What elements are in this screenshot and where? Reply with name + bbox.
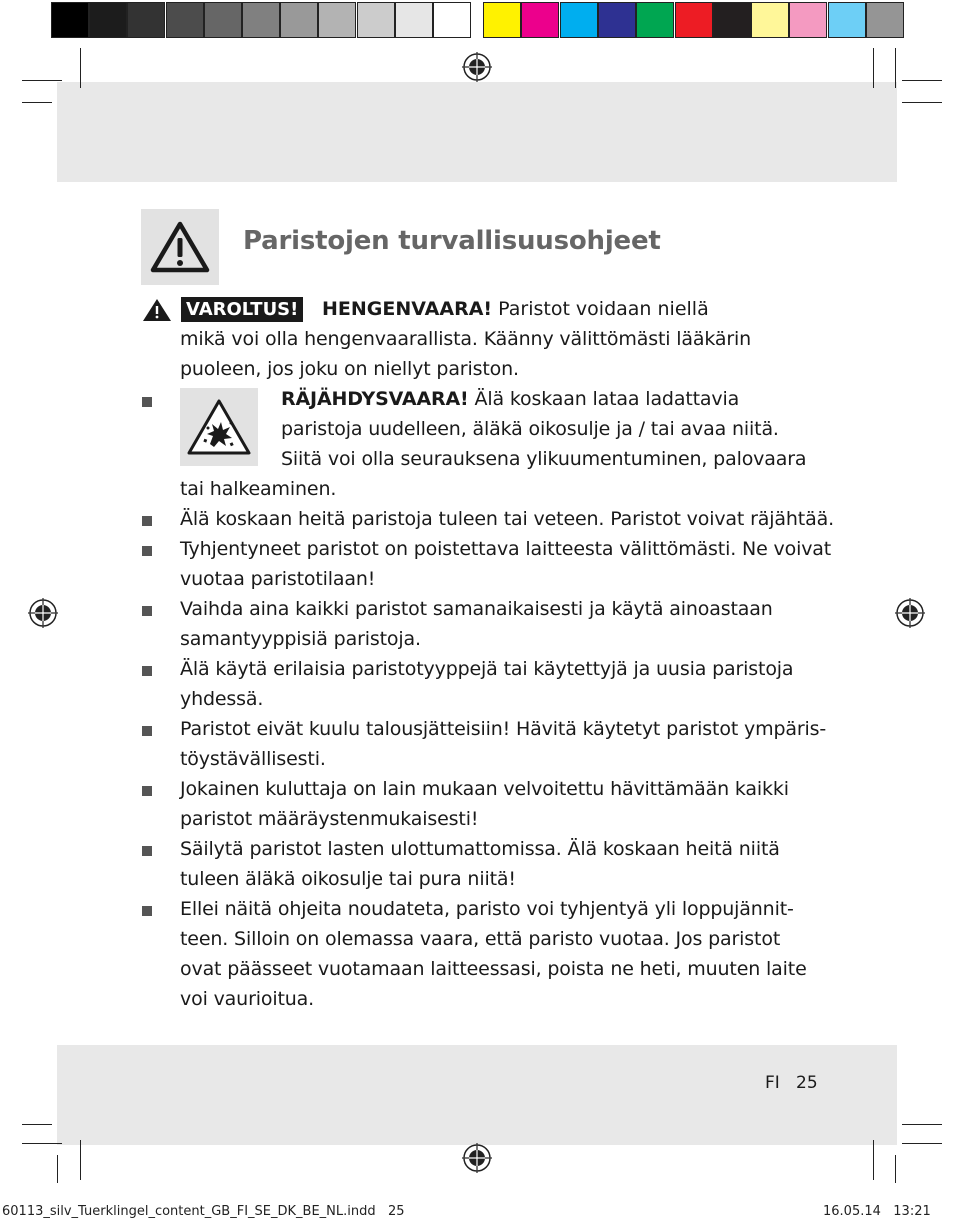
explosion-line-3: Siitä voi olla seurauksena ylikuumentuminen, palovaara bbox=[281, 448, 807, 470]
bullet bbox=[142, 726, 152, 736]
color-swatch bbox=[713, 2, 751, 38]
bullet bbox=[142, 786, 152, 796]
list-item-line: Jokainen kuluttaja on lain mukaan velvoitettu hävittämään kaikki bbox=[180, 778, 789, 800]
color-swatch bbox=[433, 2, 471, 38]
footer-date: 16.05.14 13:21 bbox=[823, 1204, 931, 1219]
color-swatch bbox=[51, 2, 89, 38]
color-swatch bbox=[204, 2, 242, 38]
explosion-hazard-icon bbox=[180, 388, 258, 466]
color-swatch bbox=[636, 2, 674, 38]
list-item-line: töystävällisesti. bbox=[180, 748, 326, 770]
color-swatch bbox=[127, 2, 165, 38]
warning-triangle-icon bbox=[141, 209, 219, 285]
bullet bbox=[142, 846, 152, 856]
color-swatch bbox=[675, 2, 713, 38]
color-swatch bbox=[521, 2, 559, 38]
list-item-line: Ellei näitä ohjeita noudateta, paristo voi tyhjentyä yli loppujännit- bbox=[180, 898, 794, 920]
registration-mark-top-icon bbox=[462, 52, 492, 82]
color-swatch bbox=[318, 2, 356, 38]
registration-mark-right-icon bbox=[895, 598, 925, 628]
list-item-line: Älä käytä erilaisia paristotyyppejä tai käytettyjä ja uusia paristoja bbox=[180, 658, 794, 680]
list-item-line: Vaihda aina kaikki paristot samanaikaisesti ja käytä ainoastaan bbox=[180, 598, 773, 620]
warning-badge: VAROLTUS! bbox=[181, 297, 303, 322]
explosion-text-1: Älä koskaan lataa ladattavia bbox=[468, 388, 740, 410]
color-swatch bbox=[280, 2, 318, 38]
bullet bbox=[142, 546, 152, 556]
list-item-line: Tyhjentyneet paristot on poistettava laitteesta välittömästi. Ne voivat bbox=[180, 538, 832, 560]
footer-band bbox=[57, 1045, 897, 1145]
list-item-line: Älä koskaan heitä paristoja tuleen tai veteen. Paristot voivat räjähtää. bbox=[180, 508, 834, 530]
color-swatch bbox=[789, 2, 827, 38]
color-swatch bbox=[89, 2, 127, 38]
bullet bbox=[142, 516, 152, 526]
explosion-line-4: tai halkeaminen. bbox=[180, 478, 337, 500]
bullet bbox=[142, 666, 152, 676]
registration-mark-left-icon bbox=[28, 598, 58, 628]
bullet bbox=[142, 397, 152, 407]
list-item-line: paristot määräystenmukaisesti! bbox=[180, 808, 479, 830]
color-swatch bbox=[166, 2, 204, 38]
color-swatch bbox=[483, 2, 521, 38]
color-swatch bbox=[751, 2, 789, 38]
color-swatch bbox=[866, 2, 904, 38]
list-item-line: tuleen äläkä oikosulje tai pura niitä! bbox=[180, 868, 516, 890]
warning-heading: HENGENVAARA! bbox=[322, 298, 493, 320]
list-item-line: ovat päässeet vuotamaan laitteessasi, poista ne heti, muuten laite bbox=[180, 958, 807, 980]
header-band bbox=[57, 82, 897, 182]
warning-line-3: puoleen, jos joku on niellyt pariston. bbox=[180, 358, 519, 380]
footer-filename: 60113_silv_Tuerklingel_content_GB_FI_SE_DK_BE_NL.indd 25 bbox=[2, 1204, 405, 1219]
list-item-line: Paristot eivät kuulu talousjätteisiin! Hävitä käytetyt paristot ympäris- bbox=[180, 718, 827, 740]
warning-line-2: mikä voi olla hengenvaarallista. Käänny välittömästi lääkärin bbox=[180, 328, 752, 350]
explosion-line-1 bbox=[281, 384, 739, 414]
list-item-line: vuotaa paristotilaan! bbox=[180, 568, 376, 590]
color-swatch bbox=[242, 2, 280, 38]
color-swatch bbox=[560, 2, 598, 38]
list-item-line: Säilytä paristot lasten ulottumattomissa. Älä koskaan heitä niitä bbox=[180, 838, 780, 860]
small-warning-triangle-icon bbox=[142, 298, 172, 322]
warning-text-1: Paristot voidaan niellä bbox=[492, 298, 709, 320]
section-title: Paristojen turvallisuusohjeet bbox=[243, 226, 661, 256]
color-swatch bbox=[828, 2, 866, 38]
list-item-line: teen. Silloin on olemassa vaara, että paristo vuotaa. Jos paristot bbox=[180, 928, 781, 950]
list-item-line: samantyyppisiä paristoja. bbox=[180, 628, 421, 650]
color-swatch bbox=[395, 2, 433, 38]
bullet bbox=[142, 606, 152, 616]
explosion-line-2: paristoja uudelleen, äläkä oikosulje ja / tai avaa niitä. bbox=[281, 418, 779, 440]
color-swatch bbox=[598, 2, 636, 38]
bullet bbox=[142, 906, 152, 916]
color-swatch bbox=[357, 2, 395, 38]
list-item-line: yhdessä. bbox=[180, 688, 264, 710]
warning-line-1 bbox=[322, 294, 709, 324]
registration-mark-bottom-icon bbox=[462, 1143, 492, 1173]
list-item-line: voi vaurioitua. bbox=[180, 988, 315, 1010]
explosion-heading: RÄJÄHDYSVAARA! bbox=[281, 388, 469, 410]
page-number: FI 25 bbox=[765, 1073, 818, 1093]
